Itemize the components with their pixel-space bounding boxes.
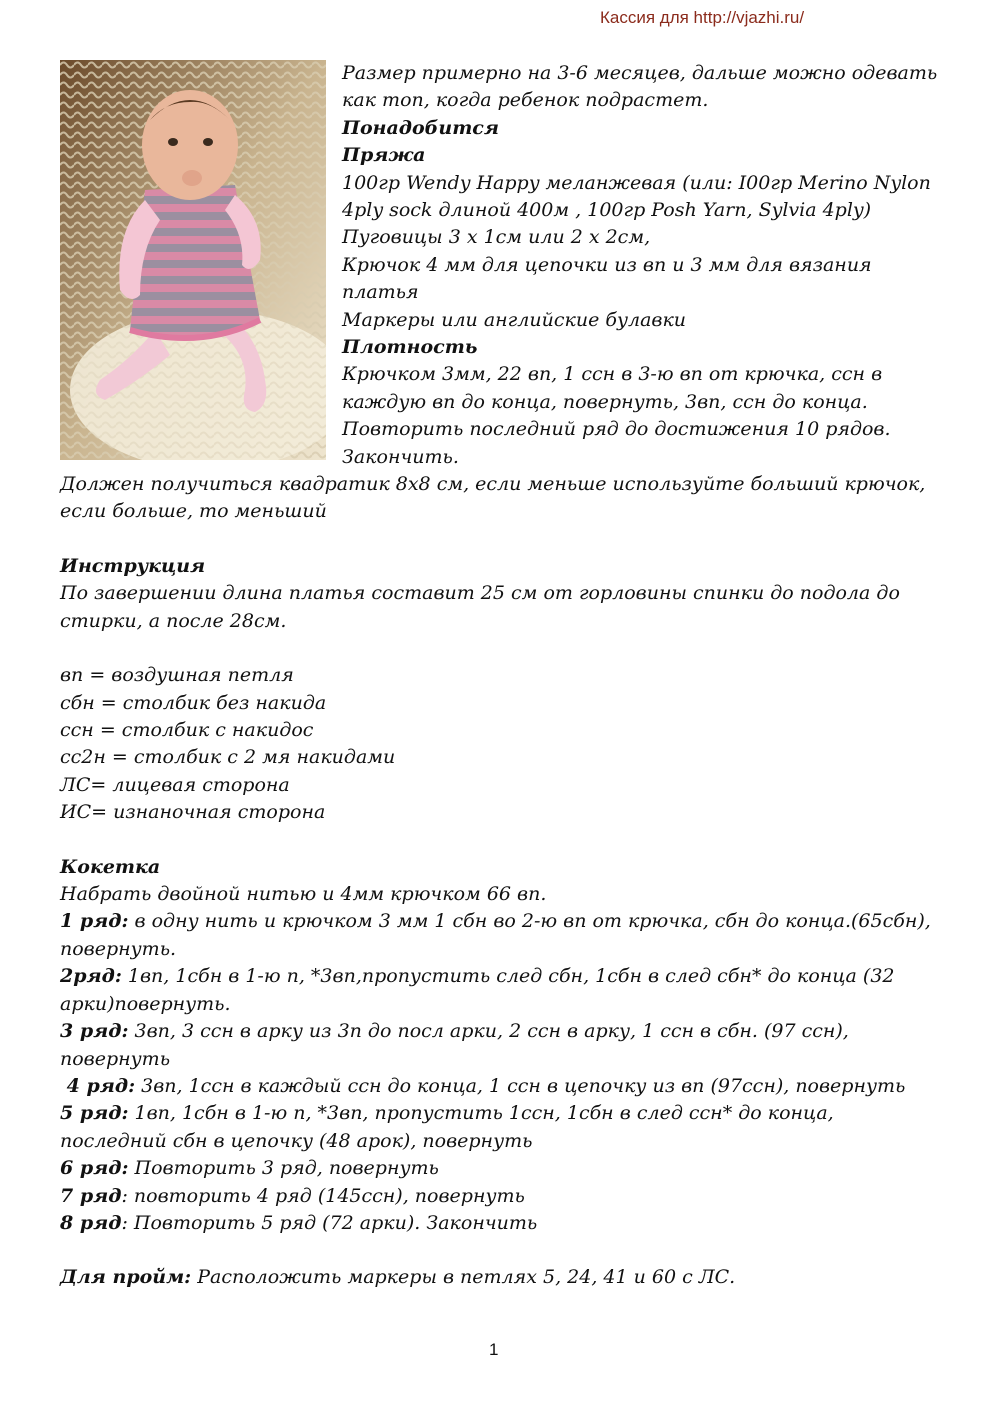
yoke-row: 7 ряд: повторить 4 ряд (145ссн), повернуть bbox=[60, 1184, 525, 1207]
armholes-text: Для пройм: Расположить маркеры в петлях 5, 24, 41 и 60 с ЛС. bbox=[60, 1266, 736, 1289]
yoke-row: 5 ряд: 1вп, 1сбн в 1-ю п, *3вп, пропустить 1ссн, 1сбн в след ссн* до конца, последний сбн в цепочку (48 арок), повернуть bbox=[60, 1102, 834, 1152]
gauge-note: Должен получиться квадратик 8x8 см, если меньше используйте больший крючок, если больше, то меньший bbox=[60, 473, 926, 523]
size-text: Размер примерно на 3-6 месяцев, дальше можно одевать как топ, когда ребенок подрастет. bbox=[342, 62, 938, 112]
instruction-section bbox=[60, 553, 940, 1292]
gauge-heading: Плотность bbox=[342, 336, 478, 359]
yoke-row: 2ряд: 1вп, 1сбн в 1-ю п, *3вп,пропустить след сбн, 1сбн в след сбн* до конца (32 арки)повернуть. bbox=[60, 965, 895, 1015]
abbreviation-item: сс2н = столбик с 2 мя накидами bbox=[60, 746, 396, 769]
materials-column bbox=[342, 60, 942, 471]
yarn-heading: Пряжа bbox=[342, 144, 426, 167]
gauge-note-block bbox=[60, 471, 940, 526]
abbreviation-item: ссн = столбик с накидос bbox=[60, 719, 314, 742]
yarn-text: 100гр Wendy Happy меланжевая (или: I00гр Merino Nylon 4ply sock длиной 400м , 100гр Posh Yarn, Sylvia 4ply) bbox=[342, 171, 931, 222]
yoke-row: 4 ряд: 3вп, 1ссн в каждый ссн до конца, 1 ссн в цепочку из вп (97ссн), повернуть bbox=[60, 1074, 906, 1097]
abbreviation-item: вп = воздушная петля bbox=[60, 664, 294, 687]
yoke-row: 6 ряд: Повторить 3 ряд, повернуть bbox=[60, 1157, 439, 1180]
page-number: 1 bbox=[489, 1340, 499, 1359]
baby-photo-icon bbox=[60, 60, 326, 460]
hook-text: Крючок 4 мм для цепочки из вп и 3 мм для вязания платья bbox=[342, 253, 872, 304]
instruction-heading: Инструкция bbox=[60, 555, 206, 577]
abbreviations-list bbox=[60, 662, 940, 826]
yoke-heading: Кокетка bbox=[60, 855, 161, 878]
markers-text: Маркеры или английские булавки bbox=[342, 308, 687, 331]
yoke-intro: Набрать двойной нитью и 4мм крючком 66 вп. bbox=[60, 883, 547, 906]
baby-photo bbox=[60, 60, 326, 460]
needed-heading: Понадобится bbox=[342, 116, 500, 139]
abbreviation-item: сбн = столбик без накида bbox=[60, 691, 327, 714]
gauge-text: Крючком 3мм, 22 вп, 1 ссн в 3-ю вп от крючка, ссн в каждую вп до конца, повернуть, 3вп, ссн до конца. Повторить последний ряд до достижения 10 рядов. Закончить. bbox=[342, 363, 891, 468]
yoke-row: 3 ряд: 3вп, 3 ссн в арку из 3п до посл арки, 2 ссн в арку, 1 ссн в сбн. (97 ссн), повернуть bbox=[60, 1020, 849, 1070]
abbreviation-item: ЛС= лицевая сторона bbox=[60, 773, 290, 796]
yoke-row: 8 ряд: Повторить 5 ряд (72 арки). Закончить bbox=[60, 1211, 538, 1234]
page-header: Кассия для http://vjazhi.ru/ bbox=[600, 8, 805, 27]
buttons-text: Пуговицы 3 x 1см или 2 x 2см, bbox=[342, 226, 651, 249]
abbreviation-item: ИС= изнаночная сторона bbox=[60, 801, 326, 824]
yoke-row: 1 ряд: в одну нить и крючком 3 мм 1 сбн во 2-ю вп от крючка, сбн до конца.(65сбн), повернуть. bbox=[60, 910, 931, 960]
instruction-text: По завершении длина платья составит 25 см от горловины спинки до подола до стирки, а после 28см. bbox=[60, 582, 900, 632]
